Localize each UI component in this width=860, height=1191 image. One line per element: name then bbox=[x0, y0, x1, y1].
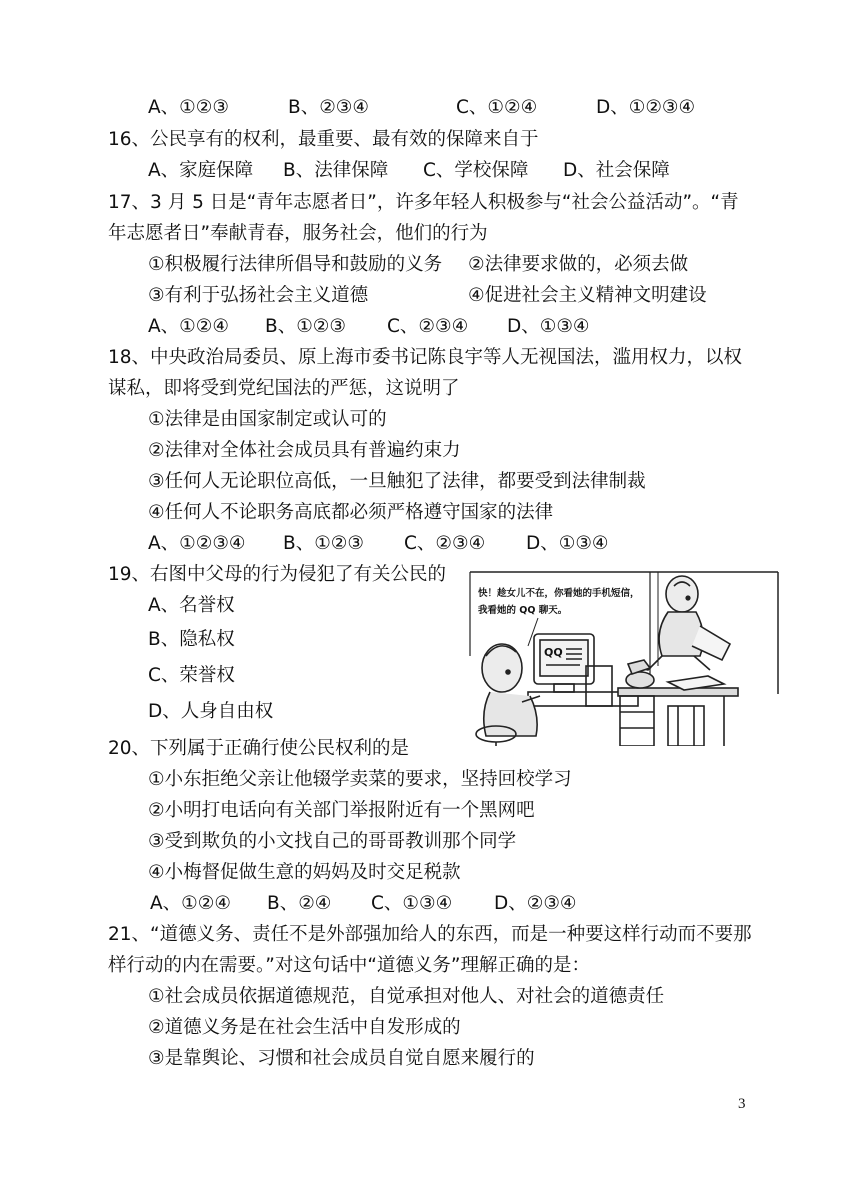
option-b: B、②③④ bbox=[288, 97, 369, 118]
q18-item-2: ②法律对全体社会成员具有普遍约束力 bbox=[148, 440, 461, 461]
option-d: D、社会保障 bbox=[563, 160, 670, 181]
option-b: B、②④ bbox=[267, 893, 332, 914]
q18-item-3: ③任何人无论职位高低，一旦触犯了法律，都要受到法律制裁 bbox=[148, 471, 646, 492]
q21-stem-line-1: 21、“道德义务、责任不是外部强加给人的东西，而是一种要这样行动而不要那 bbox=[108, 924, 752, 945]
option-d: D、①③④ bbox=[526, 533, 609, 554]
father-figure bbox=[628, 576, 730, 674]
option-d: D、①③④ bbox=[507, 316, 590, 337]
q20-stem: 20、下列属于正确行使公民权利的是 bbox=[108, 738, 410, 759]
q17-item-1: ①积极履行法律所倡导和鼓励的义务 bbox=[148, 254, 443, 275]
q20-item-2: ②小明打电话向有关部门举报附近有一个黑网吧 bbox=[148, 800, 535, 821]
q18-stem-line-1: 18、中央政治局委员、原上海市委书记陈良宇等人无视国法，滥用权力，以权 bbox=[108, 347, 743, 368]
option-c: C、②③④ bbox=[387, 316, 469, 337]
q17-stem-line-2: 年志愿者日”奉献青春，服务社会，他们的行为 bbox=[108, 223, 488, 244]
option-a: A、①②④ bbox=[150, 893, 231, 914]
q19-option-d: D、人身自由权 bbox=[148, 701, 274, 722]
q20-item-4: ④小梅督促做生意的妈妈及时交足税款 bbox=[148, 862, 461, 883]
q21-item-1: ①社会成员依据道德规范，自觉承担对他人、对社会的道德责任 bbox=[148, 986, 665, 1007]
option-b: B、法律保障 bbox=[283, 160, 389, 181]
q18-item-4: ④任何人不论职务高底都必须严格遵守国家的法律 bbox=[148, 502, 554, 523]
q19-option-a: A、名誉权 bbox=[148, 595, 235, 616]
option-c: C、①②④ bbox=[456, 97, 538, 118]
q20-item-3: ③受到欺负的小文找自己的哥哥教训那个同学 bbox=[148, 831, 517, 852]
speech-bubble-line-2: 我看她的 QQ 聊天。 bbox=[478, 605, 568, 616]
option-a: A、家庭保障 bbox=[148, 160, 254, 181]
q21-stem-line-2: 样行动的内在需要。”对这句话中“道德义务”理解正确的是： bbox=[108, 955, 591, 976]
option-d: D、①②③④ bbox=[596, 97, 696, 118]
option-c: C、①③④ bbox=[371, 893, 453, 914]
q17-item-3: ③有利于弘扬社会主义道德 bbox=[148, 285, 369, 306]
q19-stem: 19、右图中父母的行为侵犯了有关公民的 bbox=[108, 564, 447, 585]
q16-stem: 16、公民享有的权利，最重要、最有效的保障来自于 bbox=[108, 129, 539, 150]
q20-item-1: ①小东拒绝父亲让他辍学卖菜的要求，坚持回校学习 bbox=[148, 769, 572, 790]
option-a: A、①②③④ bbox=[148, 533, 246, 554]
q17-stem-line-1: 17、3 月 5 日是“青年志愿者日”，许多年轻人积极参与“社会公益活动”。“青 bbox=[108, 192, 739, 213]
speech-bubble-line-1: 快！趁女儿不在，你看她的手机短信， bbox=[478, 588, 640, 599]
option-b: B、①②③ bbox=[265, 316, 346, 337]
cartoon-illustration bbox=[468, 556, 780, 746]
q17-item-2: ②法律要求做的，必须去做 bbox=[468, 254, 689, 275]
q19-option-b: B、隐私权 bbox=[148, 629, 235, 650]
page-number: 3 bbox=[738, 1096, 746, 1112]
q21-item-2: ②道德义务是在社会生活中自发形成的 bbox=[148, 1017, 461, 1038]
option-a: A、①②④ bbox=[148, 316, 229, 337]
option-a: A、①②③ bbox=[148, 97, 229, 118]
q21-item-3: ③是靠舆论、习惯和社会成员自觉自愿来履行的 bbox=[148, 1048, 535, 1069]
q17-item-4: ④促进社会主义精神文明建设 bbox=[468, 285, 707, 306]
screen-text: QQ bbox=[544, 646, 563, 659]
option-b: B、①②③ bbox=[283, 533, 364, 554]
q18-stem-line-2: 谋私，即将受到党纪国法的严惩，这说明了 bbox=[108, 378, 460, 399]
desk bbox=[618, 672, 738, 746]
option-c: C、②③④ bbox=[404, 533, 486, 554]
mother-figure bbox=[476, 644, 540, 746]
option-d: D、②③④ bbox=[494, 893, 577, 914]
q18-item-1: ①法律是由国家制定或认可的 bbox=[148, 409, 387, 430]
q19-option-c: C、荣誉权 bbox=[148, 665, 235, 686]
option-c: C、学校保障 bbox=[423, 160, 529, 181]
